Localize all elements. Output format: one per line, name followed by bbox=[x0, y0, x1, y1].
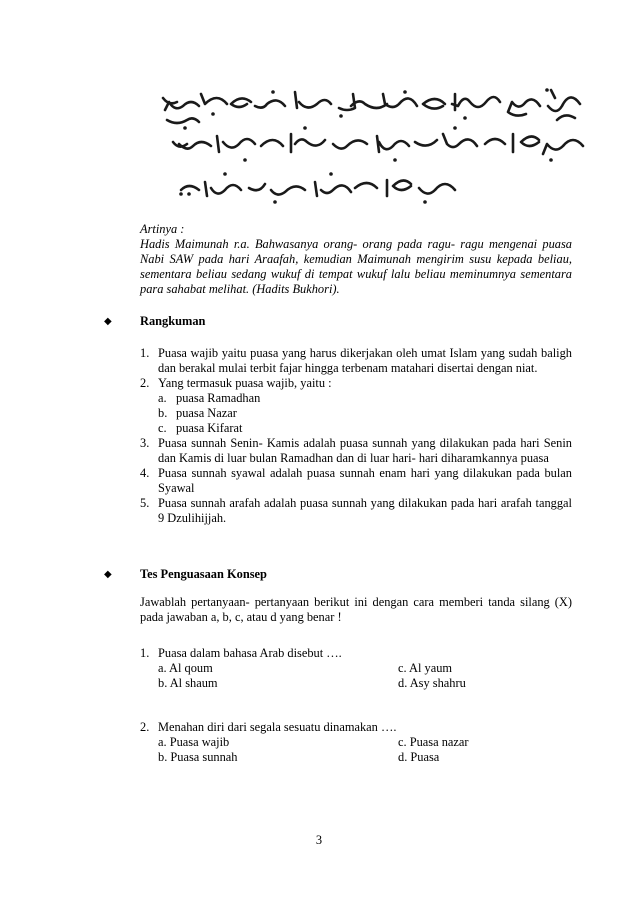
question-item bbox=[140, 646, 572, 691]
answer-option-a[interactable]: a. Al qoum bbox=[158, 661, 213, 675]
answer-option-d[interactable]: d. Asy shahru bbox=[398, 676, 466, 690]
quiz-instruction: Jawablah pertanyaan- pertanyaan berikut ini dengan cara memberi tanda silang (X) pada jawaban a, b, c, atau d yang benar ! bbox=[140, 595, 572, 624]
list-item bbox=[140, 436, 572, 466]
sub-list-text: puasa Kifarat bbox=[176, 421, 243, 435]
list-item-text: Puasa sunnah syawal adalah puasa sunnah enam hari yang dilakukan pada bulan Syawal bbox=[158, 466, 572, 495]
sub-list-letter: a. bbox=[158, 391, 167, 405]
answer-option-b[interactable]: b. Al shaum bbox=[158, 676, 218, 690]
list-item bbox=[140, 376, 572, 436]
answer-option-c[interactable]: c. Al yaum bbox=[398, 661, 453, 675]
sub-list-item bbox=[158, 421, 572, 436]
translation-text: Hadis Maimunah r.a. Bahwasanya orang- orang pada ragu- ragu mengenai puasa Nabi SAW pada hari Araafah, kemudian Maimunah mengirim susu kepada beliau, sementara beliau sedang wukuf di tempat wukuf lalu beliau meminumnya sementara para sahabat melihat. (Hadits Bukhori). bbox=[140, 237, 572, 296]
question-item bbox=[140, 720, 572, 765]
page-number: 3 bbox=[315, 833, 323, 847]
list-item-text: Puasa sunnah Senin- Kamis adalah puasa sunnah yang dilakukan pada hari Senin dan Kamis di luar bulan Ramadhan dan di luar hari- hari diharamkannya puasa bbox=[158, 436, 572, 465]
answer-options bbox=[158, 661, 572, 691]
question-number: 1. bbox=[140, 646, 150, 660]
summary-heading bbox=[104, 314, 206, 329]
answer-option-a[interactable]: a. Puasa wajib bbox=[158, 735, 230, 749]
question-number: 2. bbox=[140, 720, 150, 734]
list-number: 1. bbox=[140, 346, 150, 360]
list-item bbox=[140, 346, 572, 376]
list-number: 2. bbox=[140, 376, 150, 390]
translation-label: Artinya : bbox=[140, 222, 185, 236]
list-item-text: Puasa wajib yaitu puasa yang harus dikerjakan oleh umat Islam yang sudah baligh dan berakal mulai terbit fajar hingga terbenam matahari disertai dengan niat. bbox=[158, 346, 572, 375]
summary-list bbox=[140, 346, 572, 526]
diamond-bullet-icon: ◆ bbox=[104, 316, 112, 327]
list-number: 4. bbox=[140, 466, 150, 480]
translation-block bbox=[140, 222, 572, 297]
sub-list-letter: b. bbox=[158, 406, 168, 420]
sub-list-item bbox=[158, 391, 572, 406]
diamond-bullet-icon: ◆ bbox=[104, 569, 112, 580]
question-text: Puasa dalam bahasa Arab disebut …. bbox=[158, 646, 342, 660]
summary-title: Rangkuman bbox=[140, 314, 206, 328]
sub-list-text: puasa Ramadhan bbox=[176, 391, 261, 405]
list-item bbox=[140, 466, 572, 496]
quiz-heading bbox=[104, 567, 267, 582]
answer-option-d[interactable]: d. Puasa bbox=[398, 750, 440, 764]
list-number: 3. bbox=[140, 436, 150, 450]
list-item-text: Yang termasuk puasa wajib, yaitu : bbox=[158, 376, 332, 390]
answer-option-c[interactable]: c. Puasa nazar bbox=[398, 735, 469, 749]
list-number: 5. bbox=[140, 496, 150, 510]
sub-list-item bbox=[158, 406, 572, 421]
list-item-text: Puasa sunnah arafah adalah puasa sunnah yang dilakukan pada hari arafah tanggal 9 Dzulihijjah. bbox=[158, 496, 572, 525]
sub-list-letter: c. bbox=[158, 421, 167, 435]
list-item bbox=[140, 496, 572, 526]
arabic-calligraphy-icon bbox=[155, 84, 585, 214]
answer-option-b[interactable]: b. Puasa sunnah bbox=[158, 750, 238, 764]
quiz-title: Tes Penguasaan Konsep bbox=[140, 567, 267, 581]
question-stem bbox=[140, 646, 572, 661]
answer-options bbox=[158, 735, 572, 765]
question-stem bbox=[140, 720, 572, 735]
sub-list-text: puasa Nazar bbox=[176, 406, 237, 420]
question-text: Menahan diri dari segala sesuatu dinamakan …. bbox=[158, 720, 397, 734]
arabic-hadith-image bbox=[155, 84, 585, 214]
